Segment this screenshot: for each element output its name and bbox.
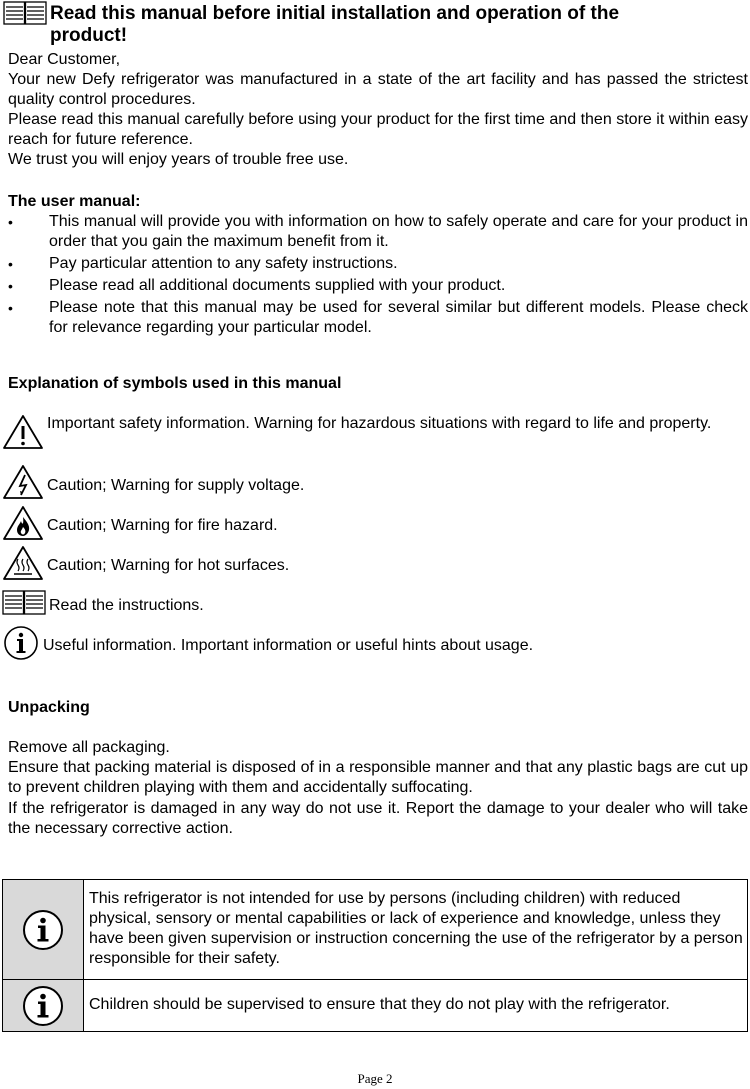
greeting: Dear Customer, (8, 51, 121, 68)
unpacking-paragraph-2: Ensure that packing material is disposed of in a responsible manner and that any plastic bags are cut up to prevent children playing with them and accidentally suffocating. (8, 759, 748, 796)
book-icon (2, 590, 46, 622)
notice-text: This refrigerator is not intended for use by persons (including children) with reduced physical, sensory or mental capabilities or lack of experience and knowledge, unless they have been given supervision or instruction concerning the use of the refrigerator by a person responsible for their safety. (84, 880, 748, 980)
symbol-row (2, 464, 748, 506)
list-item: • Please note that this manual may be used for several similar but different models. Please check for relevance regarding your particular model. (8, 298, 748, 338)
symbol-description: Caution; Warning for supply voltage. (47, 477, 305, 494)
intro-paragraph-2: Please read this manual carefully before using your product for the first time and then store it within easy reach for future reference. (8, 111, 748, 148)
table-row (3, 980, 748, 1032)
symbol-description: Caution; Warning for fire hazard. (47, 517, 278, 534)
page-number: Page 2 (357, 1071, 393, 1086)
unpacking-paragraph-1: Remove all packaging. (8, 739, 170, 756)
symbol-row (2, 625, 748, 667)
list-item: • Pay particular attention to any safety instructions. (8, 254, 748, 274)
unpacking-heading: Unpacking (8, 699, 90, 716)
user-manual-list (8, 212, 748, 338)
info-icon (3, 909, 83, 951)
unpacking-paragraph-3: If the refrigerator is damaged in any way do not use it. Report the damage to your dealer who will take the necessary corrective action. (8, 800, 748, 837)
symbol-description: Caution; Warning for hot surfaces. (47, 557, 290, 574)
table-row (3, 880, 748, 980)
symbol-row (2, 505, 748, 547)
symbol-row (2, 545, 748, 587)
notice-text: Children should be supervised to ensure that they do not play with the refrigerator. (84, 980, 748, 1032)
page-title: Read this manual before initial installation and operation of the product! (50, 3, 620, 46)
symbol-row (2, 414, 748, 456)
symbol-description: Read the instructions. (49, 597, 204, 614)
list-item: • Please read all additional documents supplied with your product. (8, 276, 748, 296)
symbols-heading: Explanation of symbols used in this manual (8, 375, 342, 392)
intro-paragraph-1: Your new Defy refrigerator was manufactured in a state of the art facility and has passed the strictest quality control procedures. (8, 71, 748, 108)
notice-table (2, 879, 748, 1032)
list-item: • This manual will provide you with information on how to safely operate and care for your product in order that you gain the maximum benefit from it. (8, 212, 748, 252)
symbol-description: Useful information. Important information or useful hints about usage. (43, 637, 534, 654)
header-book-icon (3, 1, 47, 31)
info-icon (3, 985, 83, 1027)
symbol-description: Important safety information. Warning for hazardous situations with regard to life and property. (47, 415, 712, 432)
intro-paragraph-3: We trust you will enjoy years of trouble free use. (8, 151, 349, 168)
symbol-row (2, 590, 748, 622)
notice-icon-cell (3, 980, 84, 1032)
fire-warning-icon (2, 505, 44, 547)
hot-surface-warning-icon (2, 545, 44, 587)
voltage-warning-icon (2, 464, 44, 506)
warning-exclamation-icon (2, 414, 44, 456)
notice-icon-cell (3, 880, 84, 980)
user-manual-heading: The user manual: (8, 193, 141, 210)
info-icon (2, 625, 40, 667)
